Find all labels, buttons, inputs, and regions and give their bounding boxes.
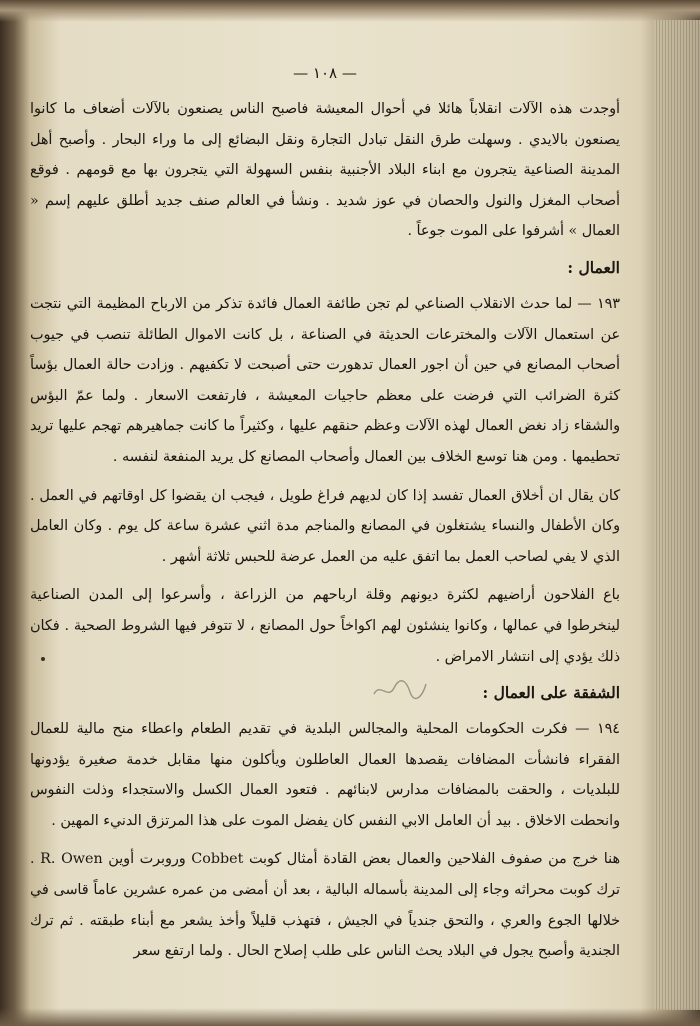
paragraph-193: ١٩٣ — لما حدث الانقلاب الصناعي لم تجن طائفة العمال فائدة تذكر من الارباح المظيمة التي نتجت عن استعمال الآلات والمخترعات الحديثة في الصناعة ، بل كانت الاموال الطائلة تنصب في جيوب أصحاب المصانع في حين أن اجور العمال تدهورت حتى أصبحت لا تكفيهم . وزادت حالة العمال بؤساً كثرة الضرائب التي فرضت على معظم حاجيات المعيشة ، فارتفعت الاسعار . ولما عمّ البؤس والشقاء زاد نغض العمال لهذه الآلات وعظم حنقهم عليها ، وكثيراً ما كانت جماهيرهم تهجم عليها تريد تحطيمها . ومن هنا توسع الخلاف بين العمال وأصحاب المصانع كل يريد المنفعة لنفسه . xyxy=(30,295,620,465)
heading-compassion: الشفقة على العمال : xyxy=(482,683,620,703)
heading-compassion-row xyxy=(30,676,620,710)
intro-paragraph: أوجدت هذه الآلات انقلاباً هائلا في أحوال المعيشة فاصبح الناس يصنعون بالآلات أضعاف ما كانوا يصنعون بالايدي . وسهلت طرق النقل تبادل التجارة ونقل البضائع إلى ما وراء البحار . وأصبح أهل المدينة الصناعية يتجرون مع ابناء البلاد الأجنبية بنفس السهولة التي يتجرون بها مع قومهم . فوقع أصحاب المغزل والنول والحصان في عوز شديد . ونشأ في العالم صنف جديد أطلق عليهم إسم « العمال » أشرفوا على الموت جوعاً . xyxy=(30,101,620,240)
book-page-stack xyxy=(654,20,700,1010)
paragraph-peasants: باع الفلاحون أراضيهم لكثرة ديونهم وقلة ارباحهم من الزراعة ، وأسرعوا إلى المدن الصناعية لينخرطوا في عمالها ، وكانوا ينشئون لهم اكواخاً حول المصانع ، لا تتوفر فيها الشروط الصحية . فكان ذلك يؤدي إلى انتشار الامراض . xyxy=(30,587,620,665)
page-content xyxy=(30,62,620,967)
paragraph-idleness: كان يقال ان أخلاق العمال تفسد إذا كان لديهم فراغ طويل ، فيجب ان يقضوا كل اوقاتهم في العمل . وكان الأطفال والنساء يشتغلون في المصانع والمناجم مدة اثني عشرة ساعة كل يوم . وكان العامل الذي لا يفي لصاحب العمل بما اتفق عليه من العمل عرضة للحبس ثلاثة أشهر . xyxy=(30,487,620,565)
paragraph-194: ١٩٤ — فكرت الحكومات المحلية والمجالس البلدية في تقديم الطعام واعطاء منح مالية للعمال الفقراء فانشأت المضافات يقصدها العمال العاطلون ويأكلون منها مقابل خدمة صغيرة يؤدونها للبلديات ، والحقت بالمضافات مدارس لابنائهم . فتعود العمال الكسل والاستجداء وذلت النفوس وانحطت الاخلاق . بيد أن العامل الابي النفس كان يفضل الموت على هذا المرتزق الدنيء المهين . xyxy=(30,721,620,829)
margin-dot-icon xyxy=(34,650,52,668)
page-top-edge xyxy=(0,0,700,22)
page-bottom-edge xyxy=(0,1008,700,1026)
page-number: — ١٠٨ — xyxy=(293,64,357,82)
heading-workers: العمال : xyxy=(567,257,620,277)
pencil-scribble-icon xyxy=(370,674,430,704)
paragraph-leaders: هنا خرج من صفوف الفلاحين والعمال بعض القادة أمثال كوبت Cobbet وروبرت أوين R. Owen . ترك كوبت محراثه وجاء إلى المدينة بأسماله البالية ، بعد أن أمضى من عمره عشرين عاماً قاسى في خلالها الجوع والعري ، والتحق جندياً في الجيش ، فتهذب قليلاً وأخذ يشعر مع أبناء طبقته . ثم ترك الجندية وأصبح يجول في البلاد يحث الناس على طلب إصلاح الحال . ولما ارتفع سعر xyxy=(30,851,621,960)
